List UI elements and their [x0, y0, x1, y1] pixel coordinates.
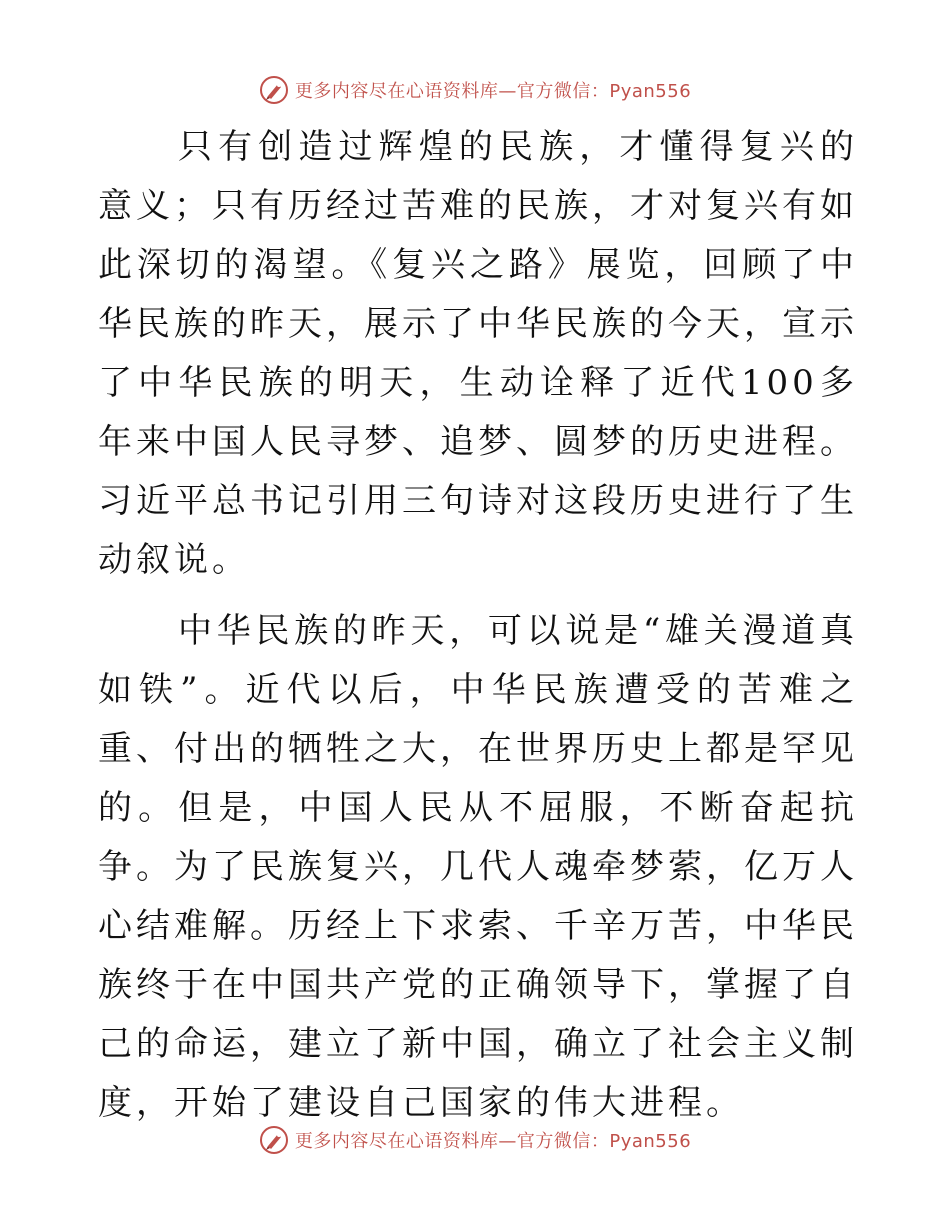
pen-nib-logo-icon: [259, 1125, 289, 1155]
footer-banner: [0, 1120, 950, 1160]
document-body: [98, 118, 858, 1133]
paragraph-2: 中华民族的昨天，可以说是“雄关漫道真如铁”。近代以后，中华民族遭受的苦难之重、付出的牺牲之大，在世界历史上都是罕见的。但是，中国人民从不屈服，不断奋起抗争。为了民族复兴，几代人魂牵梦萦，亿万人心结难解。历经上下求索、千辛万苦，中华民族终于在中国共产党的正确领导下，掌握了自己的命运，建立了新中国，确立了社会主义制度，开始了建设自己国家的伟大进程。: [98, 611, 858, 1123]
footer-banner-content: [259, 1125, 691, 1155]
header-banner: [0, 70, 950, 110]
pen-nib-logo-icon: [259, 75, 289, 105]
footer-banner-text: 更多内容尽在心语资料库—官方微信：Pyan556: [294, 1131, 692, 1152]
header-banner-text: 更多内容尽在心语资料库—官方微信：Pyan556: [294, 81, 692, 102]
header-banner-content: [259, 75, 691, 105]
paragraph-1: 只有创造过辉煌的民族，才懂得复兴的意义；只有历经过苦难的民族，才对复兴有如此深切的渴望。《复兴之路》展览，回顾了中华民族的昨天，展示了中华民族的今天，宣示了中华民族的明天，生动诠释了近代100多年来中国人民寻梦、追梦、圆梦的历史进程。习近平总书记引用三句诗对这段历史进行了生动叙说。: [98, 127, 858, 580]
